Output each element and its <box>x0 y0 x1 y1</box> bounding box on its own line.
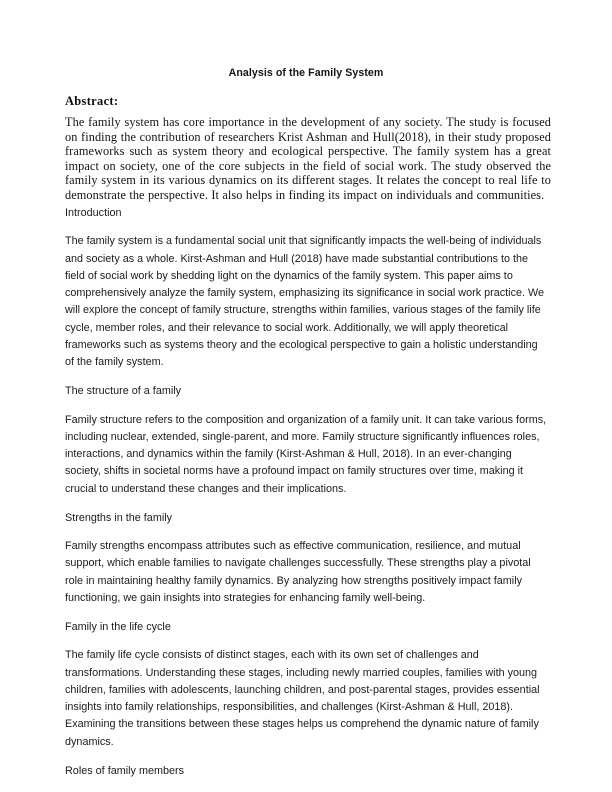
abstract-body-text: The family system has core importance in the development of any society. The study is focused on finding the contribution of researchers Krist Ashman and Hull(2018), in their study proposed frameworks such as system theory and ecological perspective. The family system has a great impact on society, one of the core subjects in the field of social work. The study observed the family system in its various dynamics on its different stages. It relates the concept to real life to demonstrate the perspective. It also helps in finding its impact on individuals and communities. <box>65 115 551 202</box>
page-title: Analysis of the Family System <box>228 67 384 79</box>
section-heading-family-in-the-life-cycle: Family in the life cycle <box>65 621 171 633</box>
section-paragraph-strengths-in-the-family: Family strengths encompass attributes such as effective communication, resilience, and mutual support, which enable families to navigate challenges successfully. These strengths play a pivotal role in maintaining healthy family dynamics. By analyzing how strengths positively impact family functioning, we gain insights into strategies for enhancing family well-being. <box>65 540 531 604</box>
spacer <box>65 751 547 763</box>
spacer <box>65 401 547 412</box>
spacer <box>65 371 547 383</box>
spacer <box>65 498 547 510</box>
spacer <box>65 607 547 619</box>
spacer <box>65 527 547 538</box>
section-heading-roles-of-family-members: Roles of family members <box>65 764 185 777</box>
spacer <box>65 222 547 233</box>
abstract-label: Abstract: <box>65 94 119 108</box>
spacer <box>65 636 547 647</box>
document-body <box>65 205 547 780</box>
section-heading-strengths-in-the-family: Strengths in the family <box>65 511 173 524</box>
section-heading-introduction: Introduction <box>65 207 122 219</box>
abstract-section <box>65 94 551 203</box>
section-paragraph-structure-of-a-family: Family structure refers to the composition and organization of a family unit. It can take various forms, including nuclear, extended, single-parent, and more. Family structure significantly influences roles, interactions, and dynamics within the family (Kirst-Ashman & Hull, 2018). In an ever-changing society, shifts in societal norms have a profound impact on family structures over time, making it crucial to understand these changes and their implications. <box>65 413 547 495</box>
section-paragraph-family-in-the-life-cycle: The family life cycle consists of distinct stages, each with its own set of challenges and transformations. Understanding these stages, including newly married couples, families with young children, families with adolescents, launching children, and post-parental stages, provides essential insights into family relationships, responsibilities, and challenges (Kirst-Ashman & Hull, 2018). Examining the transitions between these stages helps us comprehend the dynamic nature of family dynamics. <box>65 649 540 748</box>
section-paragraph-introduction: The family system is a fundamental social unit that significantly impacts the well-being of individuals and society as a whole. Kirst-Ashman and Hull (2018) have made substantial contributions to the field of social work by shedding light on the dynamics of the family system. This paper aims to comprehensively analyze the family system, emphasizing its significance in social work practice. We will explore the concept of family structure, strengths within families, various stages of the family life cycle, member roles, and their relevance to social work. Additionally, we will apply theoretical frameworks such as systems theory and the ecological perspective to gain a holistic understanding of the family system. <box>65 235 545 368</box>
section-heading-structure-of-a-family: The structure of a family <box>65 385 182 398</box>
